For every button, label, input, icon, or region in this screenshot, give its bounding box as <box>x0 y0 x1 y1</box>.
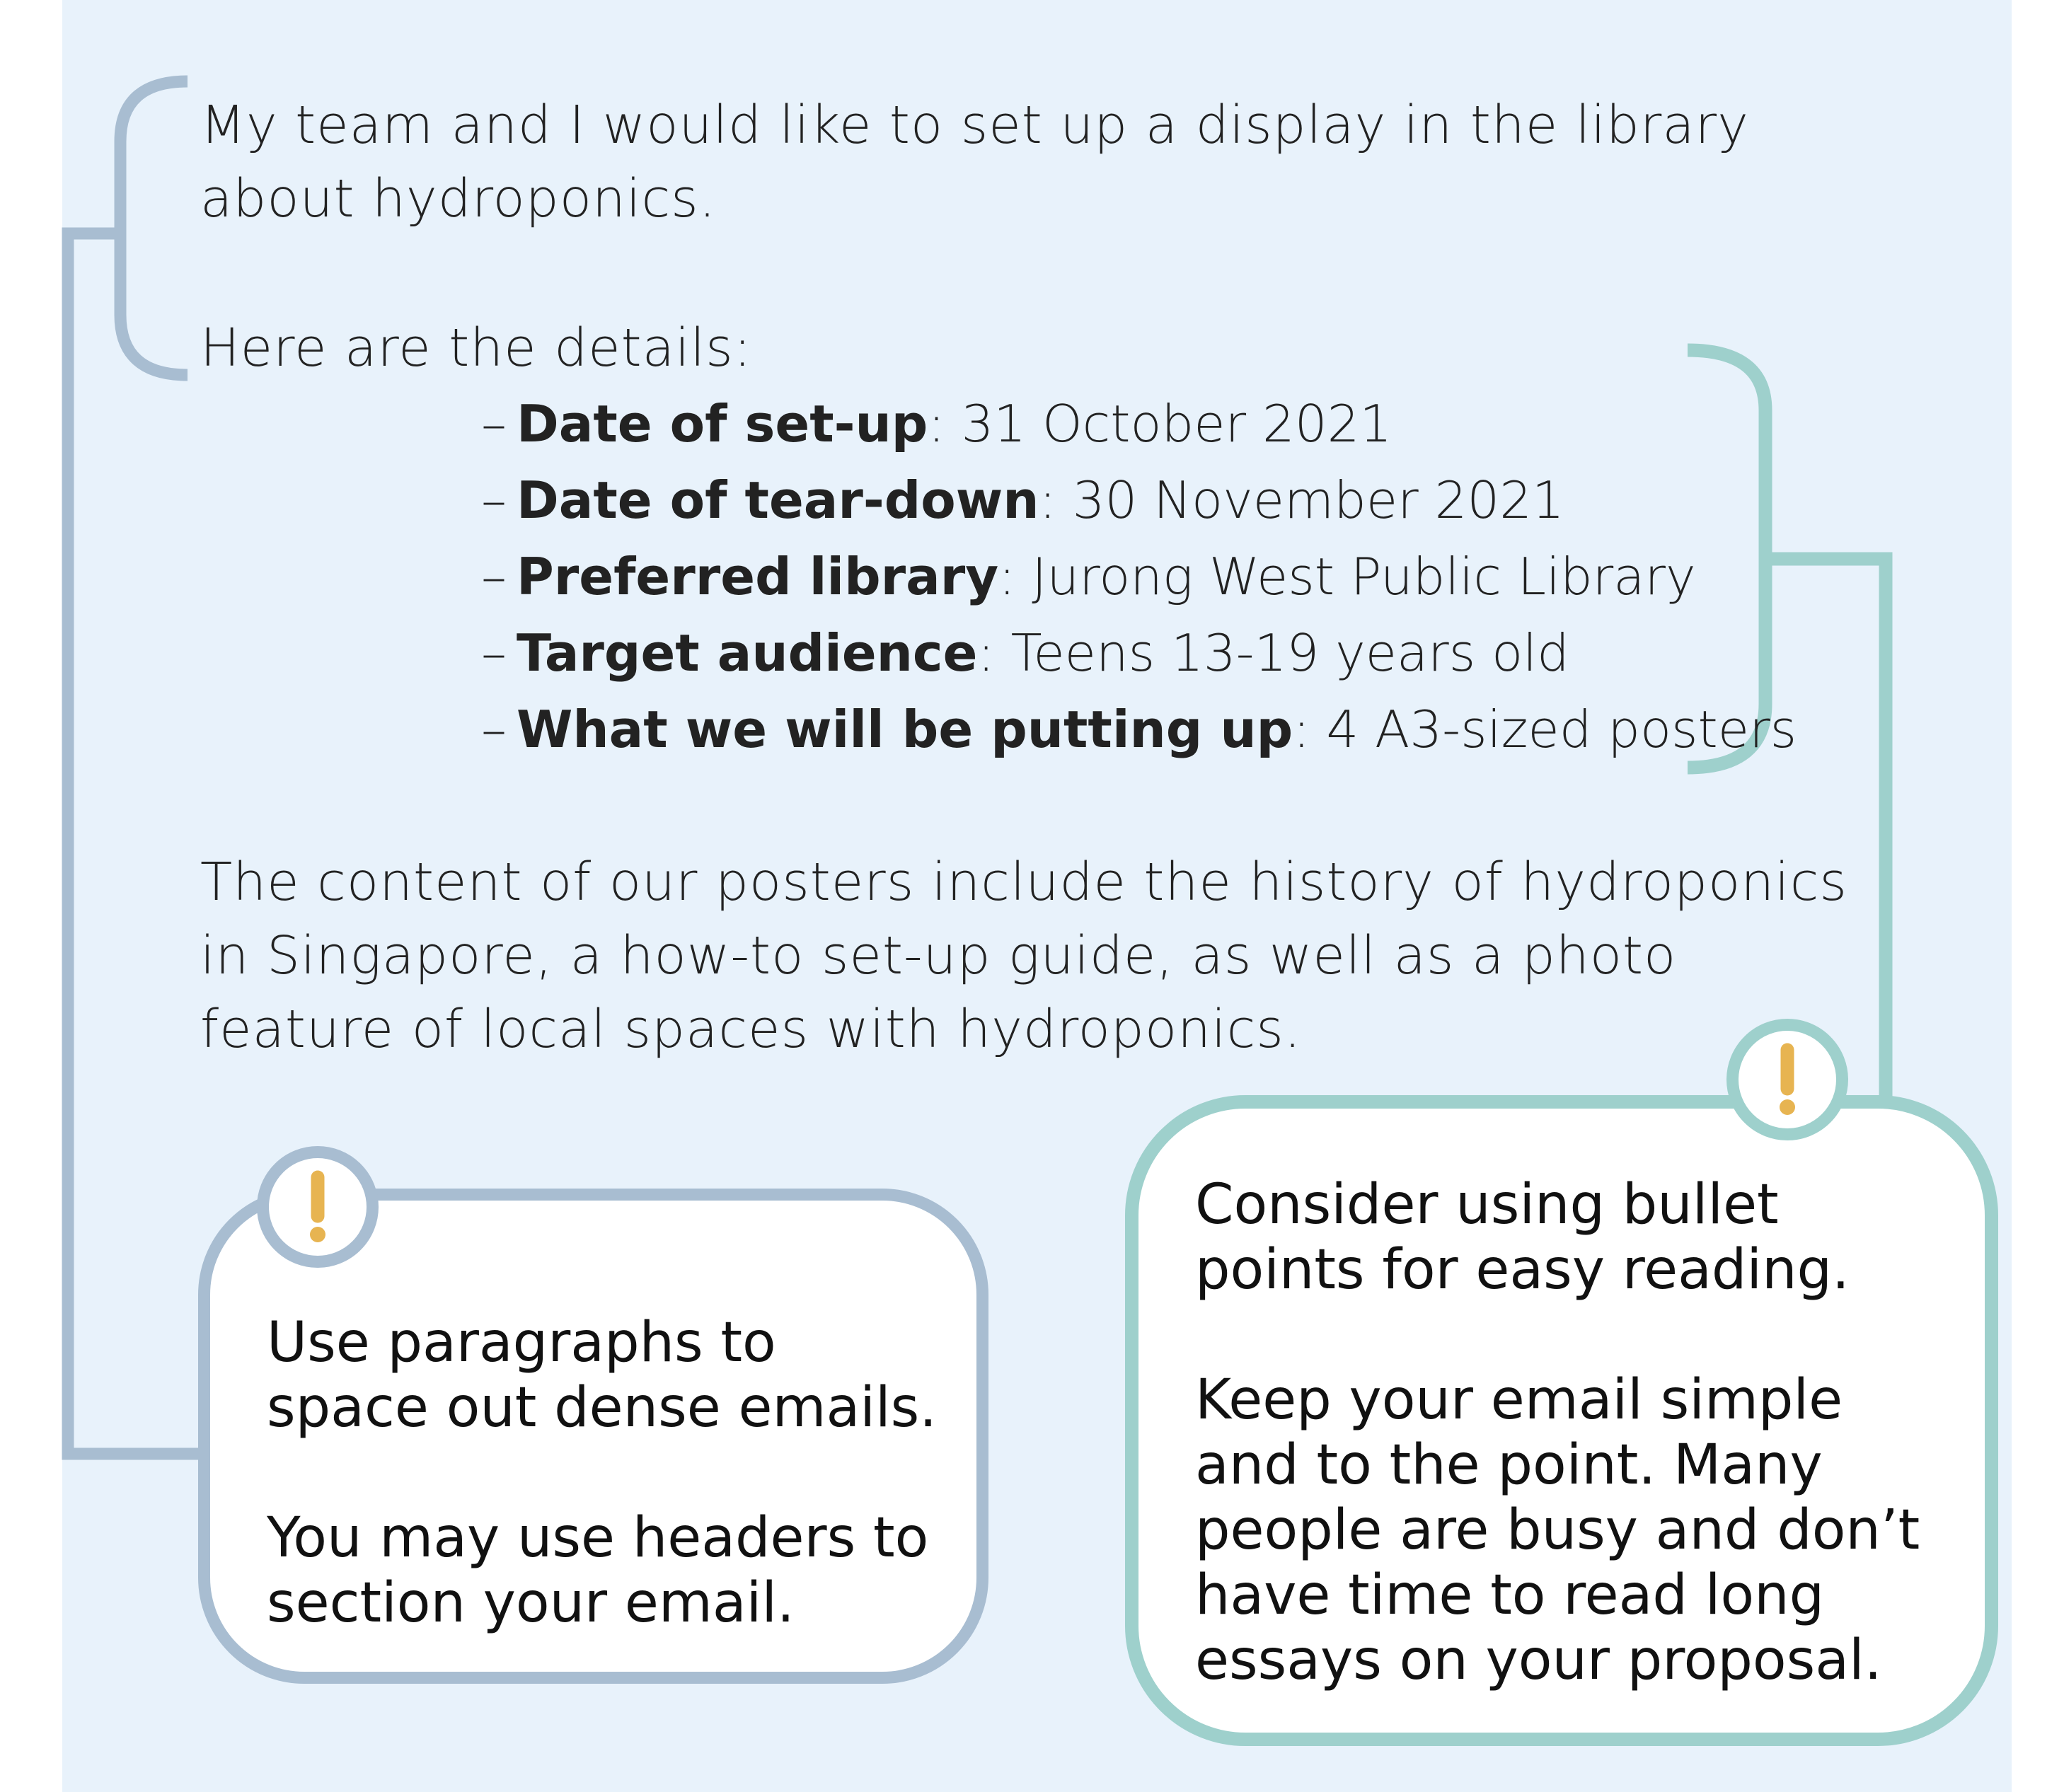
detail-value: : 30 November 2021 <box>1039 470 1564 530</box>
detail-value: : 4 A3-sized posters <box>1293 700 1797 759</box>
detail-value: : 31 October 2021 <box>928 394 1393 453</box>
left-connector-line <box>68 233 205 1454</box>
detail-label: Date of tear-down <box>517 470 1039 530</box>
tip-text: You may use headers to section your email. <box>267 1506 929 1635</box>
detail-item-tear-down-date <box>481 462 1797 538</box>
bullet-dash: – <box>481 394 507 453</box>
detail-value: : Teens 13-19 years old <box>977 623 1569 683</box>
email-paragraph-3: The content of our posters include the history of hydroponics in Singapore, a how-to set-up guide, as well as a photo feature of local spaces with hydroponics. <box>200 852 1847 1060</box>
tip-text: Keep your email simple and to the point. Many people are busy and don’t have time to read long essays on your proposal. <box>1195 1368 1920 1692</box>
exclamation-icon <box>1726 1019 1848 1140</box>
tip-callout-bullets <box>1125 1095 1998 1746</box>
detail-item-materials <box>481 691 1797 768</box>
detail-label: Preferred library <box>517 547 999 606</box>
detail-label: What we will be putting up <box>517 700 1293 759</box>
detail-value: : Jurong West Public Library <box>998 547 1696 606</box>
detail-item-target-audience <box>481 615 1797 691</box>
exclamation-icon <box>257 1146 379 1268</box>
details-list <box>481 386 1797 768</box>
email-paragraph-1: My team and I would like to set up a display in the library about hydroponics. <box>200 95 1749 229</box>
bullet-dash: – <box>481 700 507 759</box>
detail-item-preferred-library <box>481 538 1797 615</box>
email-paragraph-2: Here are the details: <box>200 318 752 378</box>
detail-item-set-up-date <box>481 386 1797 462</box>
bullet-dash: – <box>481 623 507 683</box>
bullet-dash: – <box>481 547 507 606</box>
detail-label: Target audience <box>517 623 978 683</box>
paragraph-bracket-left <box>120 81 188 375</box>
bullet-dash: – <box>481 470 507 530</box>
tip-text: Consider using bullet points for easy reading. <box>1195 1173 1850 1302</box>
tip-text: Use paragraphs to space out dense emails. <box>267 1311 938 1440</box>
detail-label: Date of set-up <box>517 394 928 453</box>
